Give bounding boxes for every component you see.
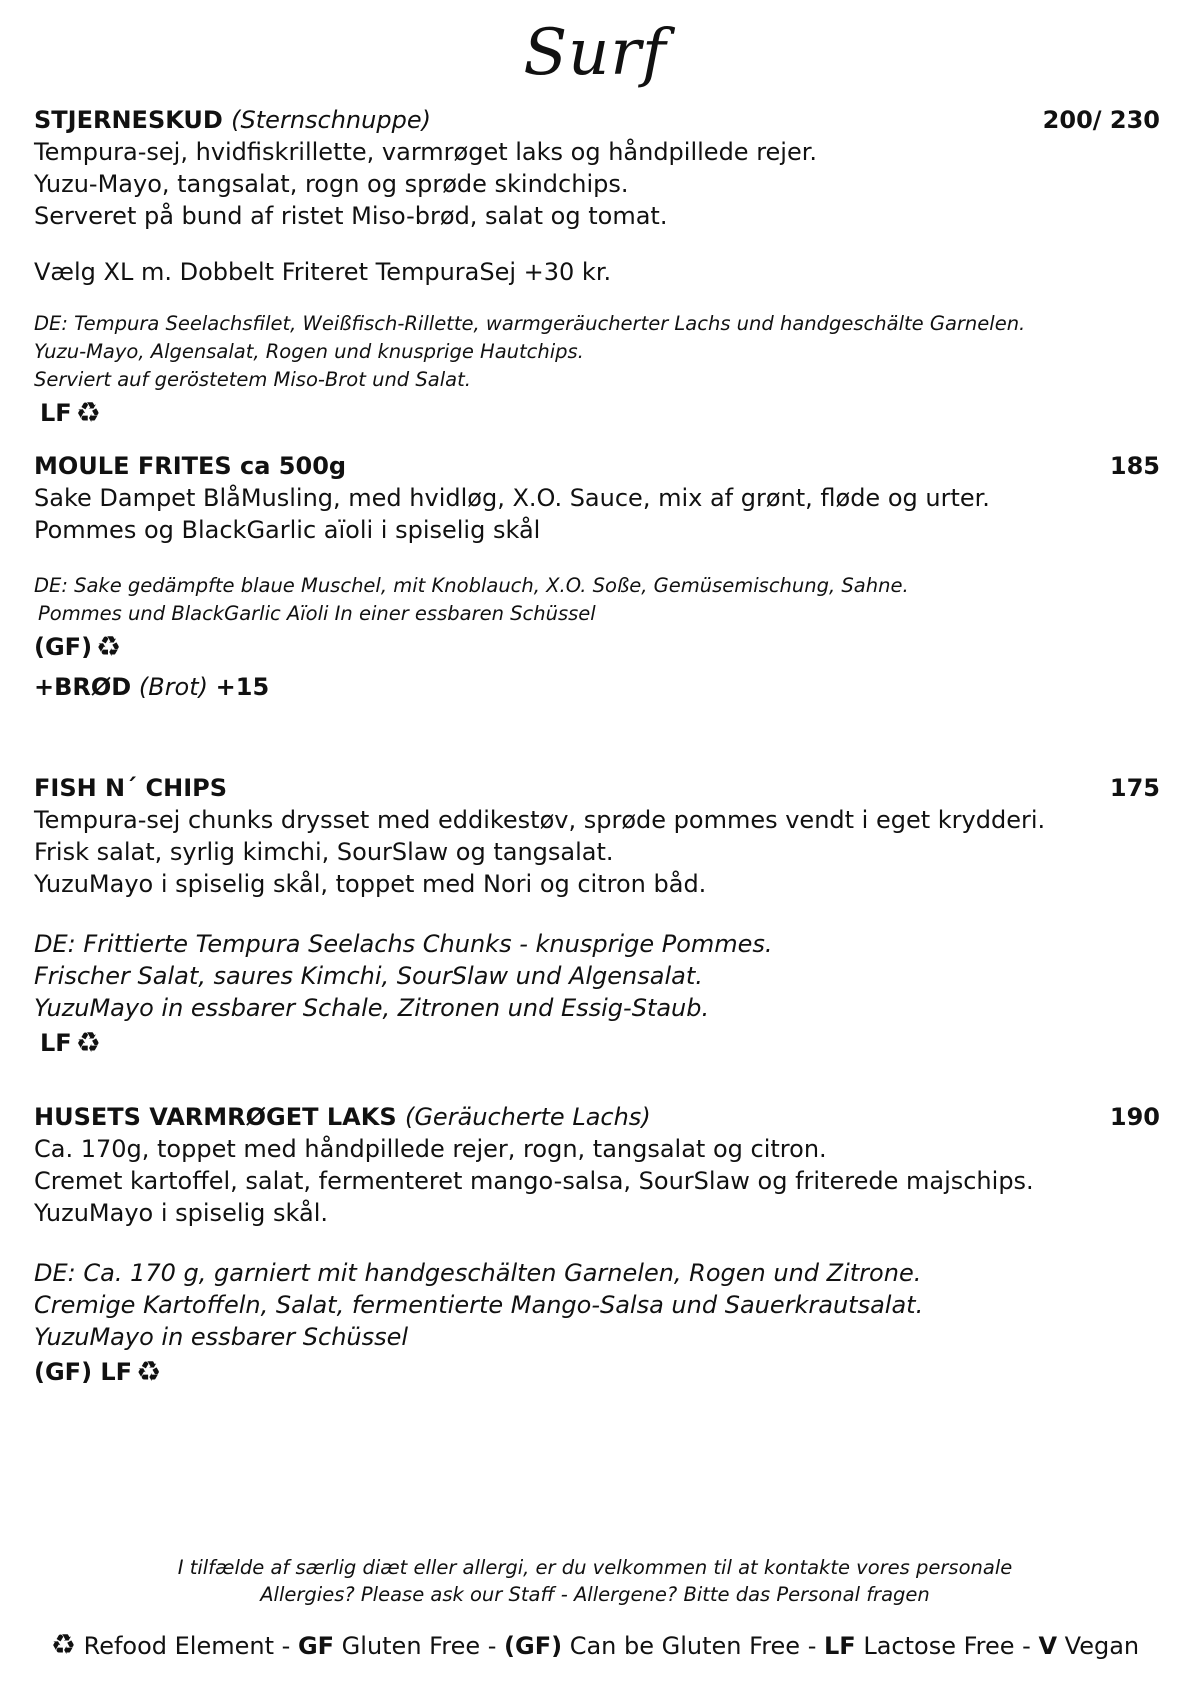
legend-lf-text: Lactose Free - bbox=[863, 1632, 1031, 1660]
item-name: STJERNESKUD bbox=[34, 106, 223, 134]
menu-item-varmroget-laks bbox=[34, 1101, 1160, 1389]
description-line: Ca. 170g, toppet med håndpillede rejer, rogn, tangsalat og citron. bbox=[34, 1135, 827, 1163]
menu-item-moule-frites bbox=[34, 450, 1160, 704]
legend-refood: Refood Element - bbox=[83, 1632, 291, 1660]
legend-gf-code: GF bbox=[297, 1632, 335, 1660]
item-translation: (Sternschnuppe) bbox=[231, 106, 431, 134]
item-translation: (Geräucherte Lachs) bbox=[404, 1103, 651, 1131]
german-description-line: DE: Sake gedämpfte blaue Muschel, mit Knoblauch, X.O. Soße, Gemüsemischung, Sahne. bbox=[34, 574, 909, 597]
german-description-line: YuzuMayo in essbarer Schüssel bbox=[34, 1323, 409, 1351]
tag-text: LF bbox=[40, 399, 72, 427]
item-price: 190 bbox=[1109, 1103, 1160, 1131]
allergy-note-multilingual: Allergies? Please ask our Staff - Allergene? Bitte das Personal fragen bbox=[260, 1583, 930, 1606]
item-name: MOULE FRITES ca 500g bbox=[34, 452, 347, 480]
german-description-line: DE: Tempura Seelachsfilet, Weißfisch-Rillette, warmgeräucherter Lachs und handgeschälte Garnelen. bbox=[34, 312, 1026, 335]
addon-translation: (Brot) bbox=[138, 673, 209, 701]
item-heading bbox=[34, 1101, 1160, 1133]
legend-gf-can-text: Can be Gluten Free - bbox=[569, 1632, 817, 1660]
item-name: HUSETS VARMRØGET LAKS bbox=[34, 1103, 397, 1131]
recycle-icon: ♻ bbox=[75, 396, 101, 429]
addon-label: +BRØD bbox=[34, 673, 132, 701]
german-description-line: Cremige Kartoffeln, Salat, fermentierte Mango-Salsa und Sauerkrautsalat. bbox=[34, 1291, 924, 1319]
item-price: 200/ 230 bbox=[1042, 106, 1160, 134]
item-price: 175 bbox=[1109, 774, 1160, 802]
description-line: Sake Dampet BlåMusling, med hvidløg, X.O. Sauce, mix af grønt, fløde og urter. bbox=[34, 484, 990, 512]
german-description-line: DE: Frittierte Tempura Seelachs Chunks - knusprige Pommes. bbox=[34, 930, 773, 958]
tag-text: LF bbox=[40, 1029, 72, 1057]
item-heading bbox=[34, 450, 1160, 482]
legend-v-code: V bbox=[1038, 1632, 1058, 1660]
item-title bbox=[34, 104, 431, 136]
german-description-line: Pommes und BlackGarlic Aïoli In einer essbaren Schüssel bbox=[38, 602, 596, 625]
item-heading bbox=[34, 772, 1160, 804]
recycle-icon: ♻ bbox=[50, 1628, 76, 1661]
description-line: Tempura-sej chunks drysset med eddikestøv, sprøde pommes vendt i eget krydderi. bbox=[34, 806, 1046, 834]
menu-item-stjerneskud bbox=[34, 104, 1160, 430]
diet-tags bbox=[34, 1355, 1160, 1389]
menu-item-fish-n-chips bbox=[34, 772, 1160, 1060]
german-description-line: Serviert auf geröstetem Miso-Brot und Salat. bbox=[34, 368, 471, 391]
description-line: YuzuMayo i spiselig skål. bbox=[34, 1199, 329, 1227]
recycle-icon: ♻ bbox=[136, 1355, 162, 1388]
german-description-line: YuzuMayo in essbarer Schale, Zitronen und Essig-Staub. bbox=[34, 994, 710, 1022]
tag-text: (GF) LF bbox=[34, 1358, 133, 1386]
item-heading bbox=[34, 104, 1160, 136]
bread-addon bbox=[34, 670, 1160, 704]
item-price: 185 bbox=[1109, 452, 1160, 480]
recycle-icon: ♻ bbox=[96, 630, 122, 663]
allergy-note bbox=[0, 1554, 1190, 1608]
description-line: Tempura-sej, hvidfiskrillette, varmrøget laks og håndpillede rejer. bbox=[34, 138, 818, 166]
xl-option: Vælg XL m. Dobbelt Friteret TempuraSej +30 kr. bbox=[34, 258, 612, 286]
diet-tags bbox=[34, 1026, 1160, 1060]
legend-v-text: Vegan bbox=[1064, 1632, 1140, 1660]
description-line: Pommes og BlackGarlic aïoli i spiselig skål bbox=[34, 516, 541, 544]
item-title bbox=[34, 1101, 651, 1133]
diet-tags bbox=[34, 396, 1160, 430]
german-description-line: Frischer Salat, saures Kimchi, SourSlaw und Algensalat. bbox=[34, 962, 703, 990]
legend-gf-can-code: (GF) bbox=[504, 1632, 563, 1660]
description-line: YuzuMayo i spiselig skål, toppet med Nori og citron båd. bbox=[34, 870, 707, 898]
diet-tags bbox=[34, 630, 1160, 664]
legend-gf-text: Gluten Free - bbox=[341, 1632, 497, 1660]
description-line: Serveret på bund af ristet Miso-brød, salat og tomat. bbox=[34, 202, 668, 230]
tag-text: (GF) bbox=[34, 633, 93, 661]
description-line: Cremet kartoffel, salat, fermenteret mango-salsa, SourSlaw og friterede majschips. bbox=[34, 1167, 1034, 1195]
legend-lf-code: LF bbox=[824, 1632, 856, 1660]
addon-price: +15 bbox=[215, 673, 270, 701]
german-description-line: DE: Ca. 170 g, garniert mit handgeschälten Garnelen, Rogen und Zitrone. bbox=[34, 1259, 922, 1287]
allergy-note-danish: I tilfælde af særlig diæt eller allergi, er du velkommen til at kontakte vores personale bbox=[177, 1556, 1013, 1579]
german-description-line: Yuzu-Mayo, Algensalat, Rogen und knusprige Hautchips. bbox=[34, 340, 584, 363]
description-line: Frisk salat, syrlig kimchi, SourSlaw og tangsalat. bbox=[34, 838, 614, 866]
recycle-icon: ♻ bbox=[75, 1026, 101, 1059]
surf-logo: Surf bbox=[523, 16, 667, 90]
description-line: Yuzu-Mayo, tangsalat, rogn og sprøde skindchips. bbox=[34, 170, 629, 198]
diet-legend bbox=[0, 1630, 1190, 1662]
page-header bbox=[0, 18, 1190, 88]
item-name: FISH N´ CHIPS bbox=[34, 774, 227, 802]
